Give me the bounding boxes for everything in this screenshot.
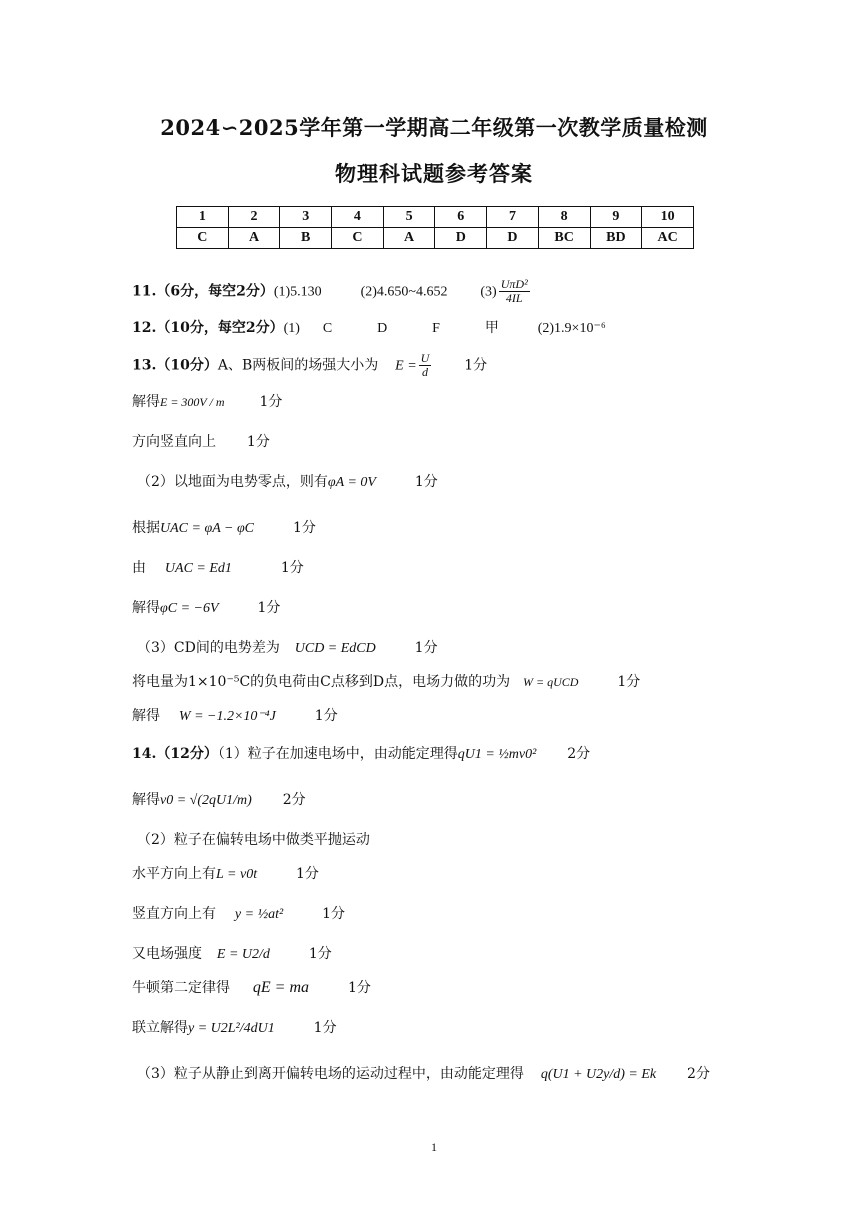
q13-line-5 [132, 518, 316, 539]
q14-l1-text: （1）粒子在加速电场中，由动能定理得 [217, 746, 458, 762]
q13-l4-text: （2）以地面为电势零点，则有 [137, 474, 328, 490]
answer-table-answer-cell: A [383, 228, 435, 249]
q13-l1-points: 1分 [464, 357, 488, 374]
q13-line-6 [132, 558, 304, 579]
q11-fraction-numerator: UπD² [500, 277, 528, 291]
q14-l7-equation: qE = ma [252, 979, 310, 996]
answer-table-number-cell: 7 [487, 207, 539, 228]
answer-table-answer-cell: C [332, 228, 384, 249]
q14-l6-text: 又电场强度 [132, 946, 202, 962]
page-number: 1 [431, 1140, 437, 1154]
q13-line-3 [132, 432, 270, 452]
answer-table-answer-cell: D [487, 228, 539, 249]
q13-line-10 [132, 706, 338, 727]
q13-l1-text: A、B两板间的场强大小为 [217, 357, 379, 374]
q14-l2-points: 2分 [282, 792, 306, 808]
q13-l2-text: 解得 [132, 394, 160, 410]
q13-l1-lhs: E = [395, 358, 417, 374]
q13-l6-equation: UAC = Ed1 [164, 561, 232, 576]
q13-line-7 [132, 598, 280, 619]
answer-table-number-cell: 3 [280, 207, 332, 228]
q13-l8-equation: UCD = EdCD [294, 641, 376, 656]
q13-l7-equation: φC = −6V [160, 601, 219, 616]
q12-answer-1-prefix: (1) [283, 321, 300, 336]
q11-answer-3-fraction [499, 278, 530, 305]
answer-table-number-cell: 4 [332, 207, 384, 228]
q13-l4-equation: φA = 0V [327, 475, 376, 490]
answer-table-number-cell: 6 [435, 207, 487, 228]
q13-l8-text: （3）CD间的电势差为 [137, 640, 280, 656]
q14-l6-equation: E = U2/d [216, 947, 270, 962]
q13-line-8 [137, 638, 438, 659]
q14-line-9 [137, 1064, 710, 1085]
q14-l5-equation: y = ½at² [234, 907, 284, 922]
answer-table-answer-cell: AC [642, 228, 694, 249]
q13-l5-text: 根据 [132, 520, 160, 536]
q12-line [132, 318, 606, 339]
q13-l9-points: 1分 [617, 674, 641, 690]
q14-line-1 [132, 744, 590, 765]
q11-line [132, 278, 532, 305]
q12-choice-jia: 甲 [484, 320, 499, 336]
q14-l9-points: 2分 [687, 1066, 710, 1082]
q13-l9-text: 将电量为1×10⁻⁵C的负电荷由C点移到D点，电场力做的功为 [132, 674, 511, 690]
q14-l5-text: 竖直方向上有 [132, 906, 216, 922]
q11-answer-2: (2)4.650~4.652 [360, 284, 448, 300]
q14-l1-equation: qU1 = ½mv0² [457, 747, 537, 762]
q14-l8-points: 1分 [313, 1020, 337, 1036]
q14-line-4 [132, 864, 319, 885]
q14-l2-equation: v0 = √(2qU1/m) [160, 793, 252, 808]
q13-l9-equation: W = qUCD [523, 675, 579, 689]
q14-line-8 [132, 1018, 337, 1039]
q14-l9-equation: q(U1 + U2y/d) = Ek [540, 1067, 657, 1082]
q12-choice-f: F [432, 321, 440, 336]
q13-l2-points: 1分 [259, 394, 283, 410]
q14-line-6 [132, 944, 332, 965]
q13-l10-equation: W = −1.2×10⁻⁴J [178, 709, 276, 724]
answer-table-number-cell: 8 [538, 207, 590, 228]
q13-l10-points: 1分 [314, 708, 338, 724]
q14-l7-text: 牛顿第二定律得 [132, 980, 230, 996]
answer-table-answer-cell: BC [538, 228, 590, 249]
q14-l3-text: （2）粒子在偏转电场中做类平抛运动 [137, 832, 370, 848]
q14-l4-text: 水平方向上有 [132, 866, 216, 882]
answer-table-answer-row [177, 228, 694, 249]
answer-table-number-row [177, 207, 694, 228]
page-title: 2024∽2025学年第一学期高二年级第一次教学质量检测 [160, 115, 708, 140]
q13-label: 13.（10分） [132, 357, 218, 374]
q14-l6-points: 1分 [308, 946, 332, 962]
q14-line-2 [132, 790, 306, 811]
q13-l1-den: d [421, 365, 428, 379]
q14-l4-points: 1分 [296, 866, 319, 882]
q13-l6-points: 1分 [280, 560, 304, 576]
q14-label: 14.（12分） [132, 746, 218, 762]
q13-line-1 [132, 352, 487, 379]
q14-l5-points: 1分 [322, 906, 345, 922]
q12-choice-d: D [377, 321, 388, 336]
q13-l1-fraction [419, 352, 432, 379]
answer-table-answer-cell: A [228, 228, 280, 249]
q13-line-4 [137, 472, 438, 493]
q14-l1-points: 2分 [567, 746, 591, 762]
q14-l8-equation: y = U2L²/4dU1 [188, 1021, 275, 1036]
q12-choice-c: C [322, 321, 333, 336]
q13-l7-text: 解得 [132, 600, 160, 616]
q11-label: 11.（6分，每空2分） [132, 283, 274, 300]
q11-fraction-denominator: 4IL [505, 291, 523, 305]
q12-answer-2: (2)1.9×10⁻⁶ [537, 321, 606, 336]
q13-line-9 [132, 672, 640, 692]
q14-line-3 [137, 830, 370, 850]
answer-table-number-cell: 10 [642, 207, 694, 228]
q13-l4-points: 1分 [414, 474, 438, 490]
q14-l4-equation: L = v0t [216, 867, 258, 882]
answer-table-number-cell: 1 [177, 207, 229, 228]
answer-table-answer-cell: C [177, 228, 229, 249]
q13-l3-points: 1分 [246, 434, 270, 450]
answer-table-answer-cell: B [280, 228, 332, 249]
q13-l5-equation: UAC = φA − φC [160, 521, 255, 536]
q13-l10-text: 解得 [132, 708, 160, 724]
q14-l9-text: （3）粒子从静止到离开偏转电场的运动过程中，由动能定理得 [137, 1066, 524, 1082]
answer-table-number-cell: 9 [590, 207, 642, 228]
q13-l3-text: 方向竖直向上 [132, 434, 216, 450]
answer-table-number-cell: 5 [383, 207, 435, 228]
page-subtitle: 物理科试题参考答案 [335, 161, 533, 186]
q13-line-2 [132, 392, 282, 412]
q11-answer-1: (1)5.130 [273, 284, 322, 300]
q14-line-7 [132, 978, 371, 998]
q14-line-5 [132, 904, 345, 925]
q13-l7-points: 1分 [257, 600, 281, 616]
q14-l2-text: 解得 [132, 792, 160, 808]
q14-l8-text: 联立解得 [132, 1020, 188, 1036]
q13-l2-equation: E = 300V / m [160, 395, 225, 409]
answer-table [176, 206, 694, 249]
q14-l7-points: 1分 [347, 980, 371, 996]
q13-l1-num: U [420, 351, 430, 365]
q13-l5-points: 1分 [292, 520, 316, 536]
q13-l8-points: 1分 [414, 640, 438, 656]
answer-table-number-cell: 2 [228, 207, 280, 228]
answer-table-answer-cell: D [435, 228, 487, 249]
q13-l6-text: 由 [132, 560, 146, 576]
answer-table-answer-cell: BD [590, 228, 642, 249]
q11-answer-3-prefix: (3) [480, 284, 497, 300]
q12-label: 12.（10分，每空2分） [132, 320, 284, 336]
